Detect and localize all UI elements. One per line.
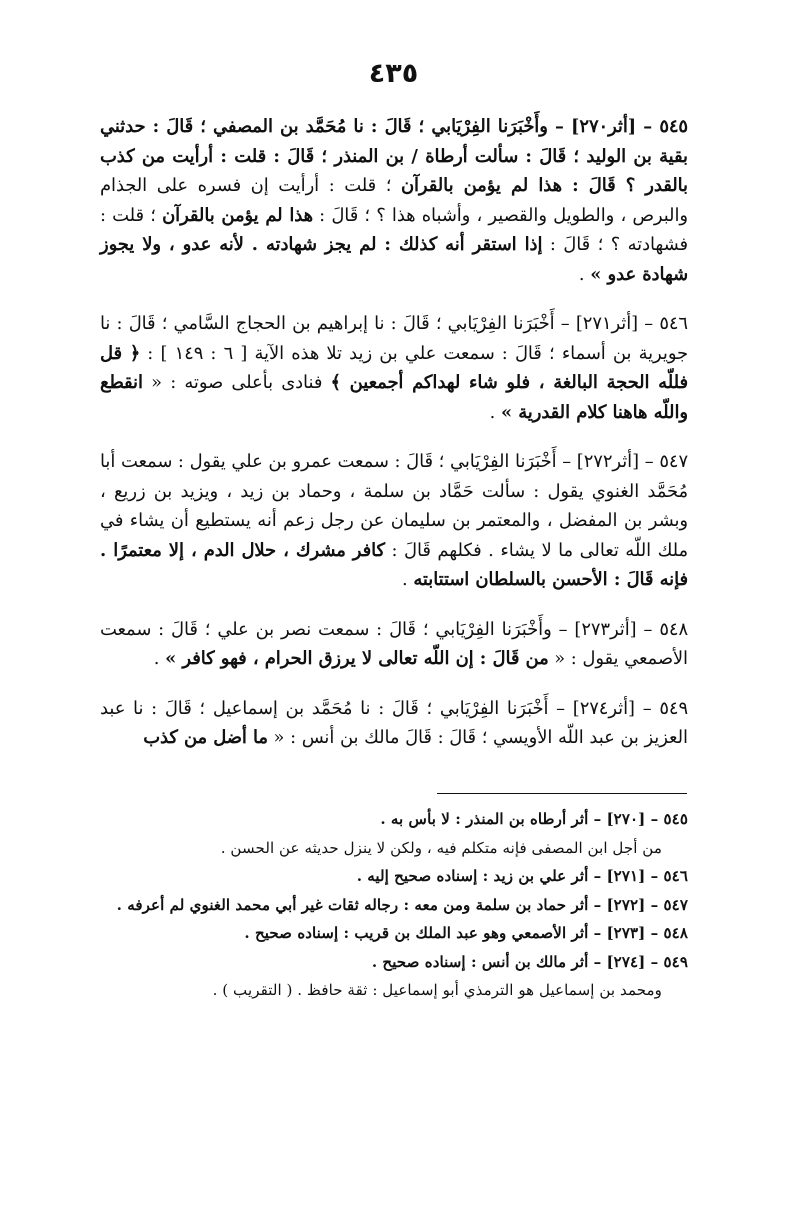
entry-bold: هذا لم يؤمن بالقرآن — [162, 204, 313, 226]
entry-bold: كافر مشرك ، حلال الدم ، إلا معتمرًا . فإنه قَالَ : الأحسن بالسلطان استتابته — [100, 539, 688, 590]
entry-bold: من قَالَ : إن اللّه تعالى لا يرزق الحرام ، فهو كافر » — [165, 648, 549, 669]
footnotes — [100, 805, 688, 1005]
footnote-text: ٥٤٩ – [٢٧٤] – أثر مالك بن أنس : إسناده صحيح . — [371, 952, 688, 971]
entry-text: ؛ قلت : أرأيت إن فسره على الجذام والبرص ، والطويل والقصير ، وأشباه هذا ؟ ؛ قَالَ : — [100, 175, 688, 226]
entry-bold: انقطع واللّه هاهنا كلام القدرية » — [100, 372, 688, 423]
footnote-continuation: من أجل ابن المصفى فإنه متكلم فيه ، ولكن لا ينزل حديثه عن الحسن . — [220, 838, 662, 857]
footnote-divider — [437, 793, 687, 794]
entry-text: . — [578, 263, 591, 285]
entry-545 — [100, 112, 688, 289]
entry-text: ٥٤٦ – [أثر٢٧١] – أَخْبَرَنا الفِرْيَابي ؛ قَالَ : نا إبراهيم بن الحجاج السَّامي ؛ قَالَ : نا جويرية بن أسماء ؛ قَالَ : سمعت علي بن زيد تلا هذه الآية [ ٦ : ١٤٩ ] : — [100, 313, 688, 364]
entry-548 — [100, 615, 688, 674]
entry-bold: ﴿ قل فللّه الحجة البالغة ، فلو شاء لهداكم أجمعين ﴾ — [100, 342, 688, 393]
entry-text: ٥٤٥ – [أثر٢٧٠] – وأَخْبَرَنا الفِرْيَابي ؛ قَالَ : نا مُحَمَّد بن المصفي ؛ قَالَ : حدثني بقية بن الوليد ؛ قَالَ : سألت أرطاة / بن المنذر ؛ قَالَ : قلت : أرأيت من كذب بالقدر ؟ قَالَ : — [100, 116, 688, 196]
footnote-548 — [100, 919, 688, 948]
entry-547 — [100, 447, 688, 595]
entry-bold: هذا لم يؤمن بالقرآن — [400, 175, 562, 196]
main-text — [100, 112, 688, 773]
entry-text: ؛ قلت : فشهادته ؟ ؛ قَالَ : — [100, 204, 688, 255]
footnote-549 — [100, 948, 688, 977]
footnote-text: ٥٤٧ – [٢٧٢] – أثر حماد بن سلمة ومن معه : رجاله ثقات غير أبي محمد الغنوي لم أعرفه . — [116, 895, 688, 914]
footnote-continuation: ومحمد بن إسماعيل هو الترمذي أبو إسماعيل : ثقة حافظ . ( التقريب ) . — [212, 981, 662, 999]
entry-text: فنادى بأعلى صوته : « — [142, 372, 331, 393]
entry-text: ٥٤٨ – [أثر٢٧٣] – وأَخْبَرَنا الفِرْيَابي ؛ قَالَ : سمعت نصر بن علي ؛ قَالَ : سمعت الأصمعي يقول : « — [100, 618, 688, 669]
footnote-text: ٥٤٥ – [٢٧٠] – أثر أرطاه بن المنذر : لا بأس به . — [380, 810, 688, 828]
entry-bold: إذا استقر أنه كذلك : لم يجز شهادته . لأنه عدو ، ولا يجوز شهادة عدو » — [100, 234, 688, 285]
footnote-text: ٥٤٨ – [٢٧٣] – أثر الأصمعي وهو عبد الملك بن قريب : إسناده صحيح . — [244, 924, 688, 942]
entry-546 — [100, 309, 688, 427]
page-number: ٤٣٥ — [368, 58, 419, 89]
footnote-546 — [100, 862, 688, 891]
entry-bold: ما أضل من كذب — [143, 727, 268, 748]
entry-text: . — [402, 569, 414, 590]
footnote-545 — [100, 805, 688, 834]
entry-text: ٥٤٩ – [أثر٢٧٤] – أَخْبَرَنا الفِرْيَابي ؛ قَالَ : نا مُحَمَّد بن إسماعيل ؛ قَالَ : نا عبد العزيز بن عبد اللّه الأويسي ؛ قَالَ : قَالَ مالك بن أنس : « — [100, 697, 688, 748]
footnote-547 — [100, 891, 688, 920]
entry-549 — [100, 694, 688, 753]
entry-text: . — [153, 648, 166, 669]
entry-text: . — [489, 401, 501, 423]
entry-text: ٥٤٧ – [أثر٢٧٢] – أَخْبَرَنا الفِرْيَابي ؛ قَالَ : سمعت عمرو بن علي يقول : سمعت أبا مُحَمَّد الغنوي يقول : سألت حَمَّاد بن سلمة ، وحماد بن زيد ، ويزيد بن زريع ، وبشر بن المفضل ، والمعتمر بن سليمان عن رجل زعم أنه يستطيع أن يشاء في ملك اللّه تعالى ما لا يشاء . فكلهم قَالَ : — [100, 451, 688, 561]
footnote-text: ٥٤٦ – [٢٧١] – أثر علي بن زيد : إسناده صحيح إليه . — [356, 867, 688, 885]
